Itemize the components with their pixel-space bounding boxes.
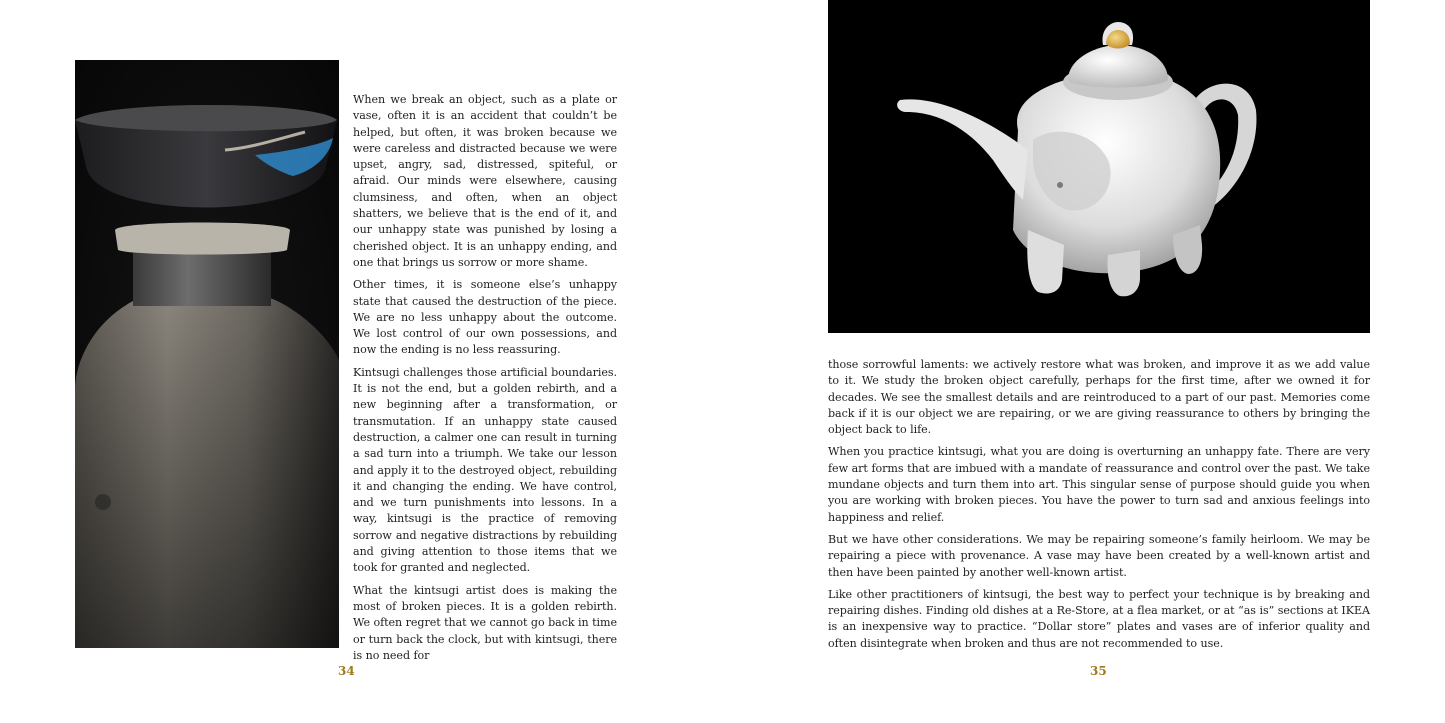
left-paragraph-1: When we break an object, such as a plate or vase, often it is an accident that couldn’t be helped, but often, it was broken because we were careless and distracted because we were upset, angry, sad, distressed, spiteful, or afraid. Our minds were elsewhere, causing clumsiness, and often, when an object shatters, we believe that is the end of it, and our unhappy state was punished by losing a cherished object. It is an unhappy ending, and one that brings us sorrow or more shame.	[353, 93, 617, 269]
left-text-column	[353, 92, 617, 670]
teapot-photo	[828, 0, 1370, 333]
teapot-illustration	[828, 0, 1370, 333]
page-number-left: 34	[338, 664, 355, 678]
left-paragraph-2: Other times, it is someone else’s unhappy state that caused the destruction of the piece. We are no less unhappy about the outcome. We lost control of our own possessions, and now the ending is no less reassuring.	[353, 278, 617, 357]
vase-photo	[75, 60, 339, 648]
page-number-right: 35	[1090, 664, 1107, 678]
right-paragraph-4: Like other practitioners of kintsugi, the best way to perfect your technique is by breaking and repairing dishes. Finding old dishes at a Re-Store, at a flea market, or at “as is” sections at IKEA is an inexpensive way to practice. “Dollar store” plates and vases are of inferior quality and often disintegrate when broken and thus are not recommended to use.	[828, 587, 1370, 650]
right-paragraph-3: But we have other considerations. We may be repairing someone’s family heirloom. We may be repairing a piece with provenance. A vase may have been created by a well-known artist and then have been painted by another well-known artist.	[828, 532, 1370, 579]
left-paragraph-4: What the kintsugi artist does is making the most of broken pieces. It is a golden rebirth. We often regret that we cannot go back in time or turn back the clock, but with kintsugi, there is no need for	[353, 583, 617, 662]
vase-illustration	[75, 60, 339, 648]
right-paragraph-2: When you practice kintsugi, what you are doing is overturning an unhappy fate. There are very few art forms that are imbued with a mandate of reassurance and control over the past. We take mundane objects and turn them into art. This singular sense of purpose should guide you when you are working with broken pieces. You have the power to turn sad and anxious feelings into happiness and relief.	[828, 445, 1370, 524]
right-paragraph-1: those sorrowful laments: we actively restore what was broken, and improve it as we add value to it. We study the broken object carefully, perhaps for the first time, after we owned it for decades. We see the smallest details and are reintroduced to a part of our past. Memories come back if it is our object we are repairing, or we are giving reassurance to others by bringing the object back to life.	[828, 358, 1370, 437]
right-text-column	[828, 357, 1370, 658]
left-paragraph-3: Kintsugi challenges those artificial boundaries. It is not the end, but a golden rebirth, and a new beginning after a transformation, or transmutation. If an unhappy state caused destruction, a calmer one can result in turning a sad turn into a triumph. We take our lesson and apply it to the destroyed object, rebuilding it and changing the ending. We have control, and we turn punishments into lessons. In a way, kintsugi is the practice of removing sorrow and negative distractions by rebuilding and giving attention to those items that we took for granted and neglected.	[353, 365, 617, 575]
right-page	[722, 0, 1445, 723]
left-page	[0, 0, 722, 723]
